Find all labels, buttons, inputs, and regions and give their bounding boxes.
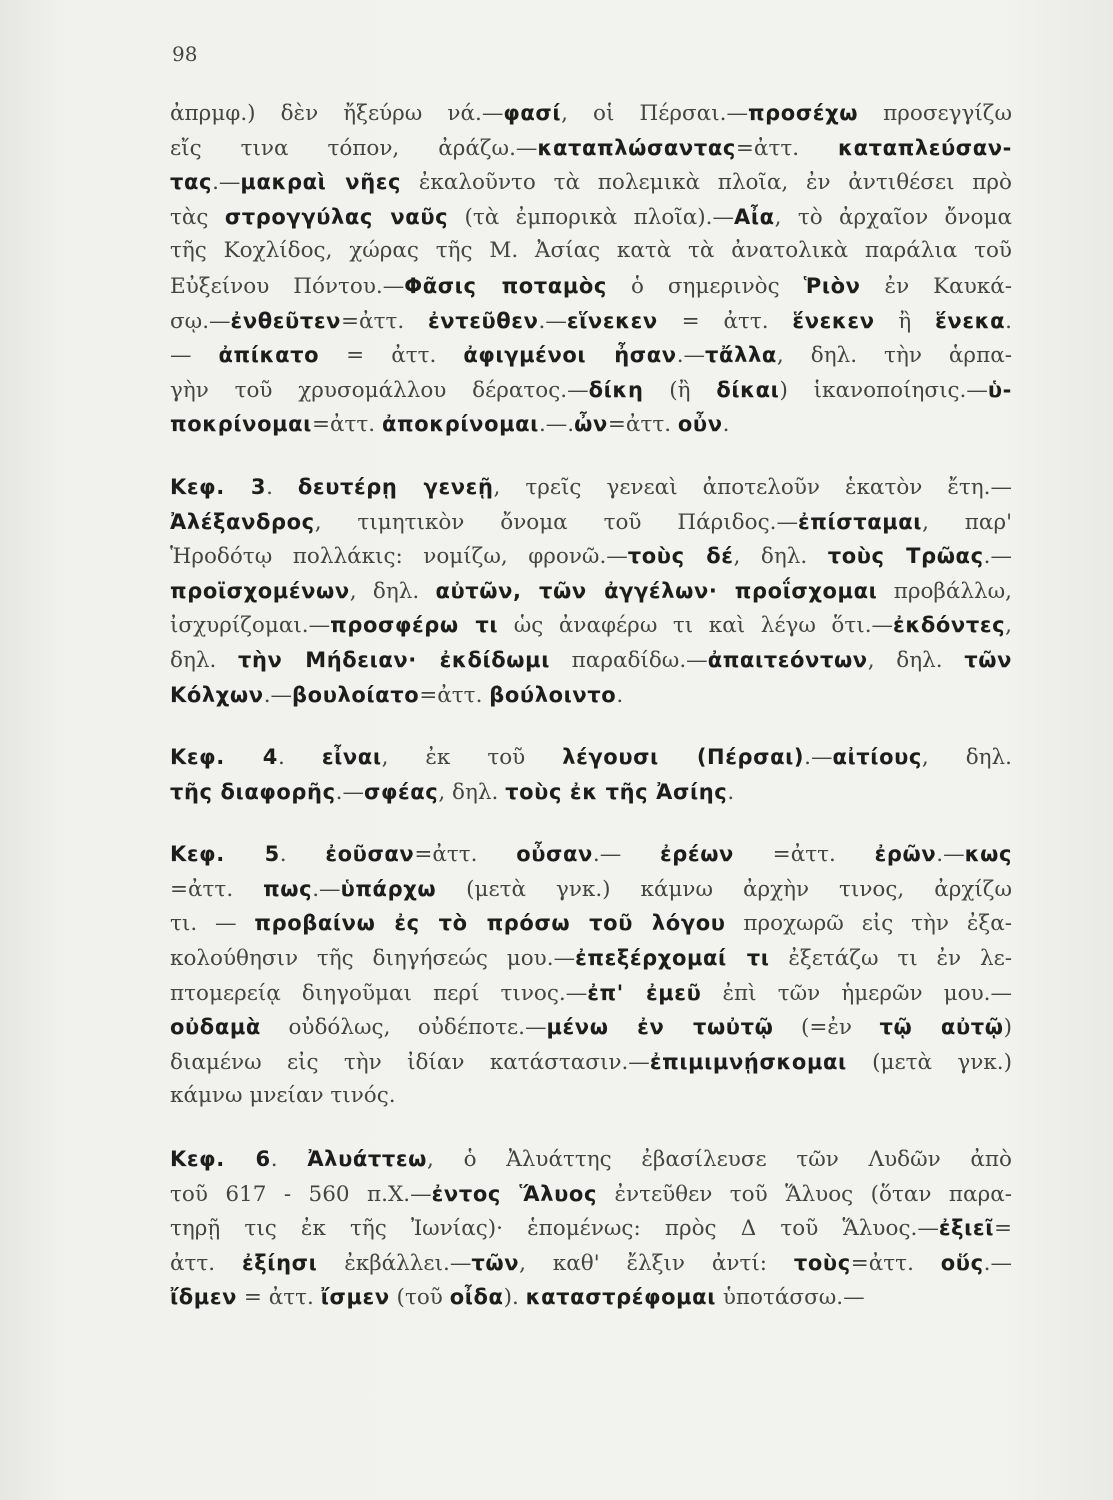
gloss-text: οὐδόλως, οὐδέποτε.— [260, 1015, 547, 1041]
bold-term: καταστρέφομαι [525, 1285, 716, 1310]
bold-term: ἀπίκατο [218, 343, 320, 368]
gloss-text: , δηλ. [438, 779, 506, 805]
bold-term: ποκρίνομαι [170, 412, 312, 437]
gloss-text: ἐκβάλλει.— [317, 1250, 472, 1276]
bold-term: τῆς διαφορῆς [170, 779, 336, 804]
gloss-text: .— [538, 308, 567, 334]
bold-term: ἐντεῦθεν [428, 308, 539, 333]
gloss-text: ἐντεῦθεν τοῦ Ἅλυος (ὅταν παρα- [597, 1181, 1012, 1207]
text-line [170, 678, 1012, 713]
gloss-text: =ἀττ. [419, 682, 490, 708]
bold-term: προϊσχομένων [170, 578, 350, 603]
gloss-text: = [993, 1216, 1012, 1242]
gloss-text: .— [983, 544, 1012, 570]
gloss-text: .— [592, 842, 660, 868]
bold-term: πως [263, 876, 313, 901]
bold-term: τας [170, 170, 213, 195]
bold-term: ἐρέων [659, 842, 734, 867]
page-number: 98 [172, 42, 198, 66]
gloss-text: ἀπρμφ.) δὲν ἤξεύρω νά.— [170, 101, 504, 126]
bold-term: ἕνεκα [935, 308, 1006, 333]
bold-term: αὐτῶν, τῶν ἀγγέλων· προΐσχομαι [435, 578, 878, 603]
text-line [170, 837, 1012, 872]
bold-term: ἴσμεν [320, 1285, 390, 1310]
gloss-text: — [170, 343, 219, 369]
bold-term: Κεφ. 6 [170, 1147, 271, 1172]
gloss-text: .—. [538, 412, 575, 438]
gloss-text: =ἀττ. [311, 412, 382, 438]
gloss-text: .— [335, 779, 364, 805]
bold-term: οὐδαμὰ [170, 1015, 261, 1040]
bold-term: ὑ- [987, 377, 1012, 402]
gloss-text: .— [212, 170, 241, 196]
text-line [170, 608, 1012, 643]
bold-term: ἀπαιτεόντων [707, 647, 868, 672]
gloss-text: τηρῇ τις ἐκ τῆς Ἰωνίας)· ἑπομένως: πρὸς Δ τοῦ Ἅλυος.— [170, 1216, 939, 1242]
gloss-text: . [266, 474, 298, 500]
bold-term: ἕνεκεν [792, 308, 875, 333]
gloss-text: . [278, 745, 322, 771]
text-line [170, 539, 1012, 574]
bold-term: Ἀλυάττεω [307, 1147, 428, 1172]
gloss-text: , δηλ. [867, 647, 965, 673]
gloss-text: =ἀττ. [414, 842, 517, 868]
text-line [170, 1010, 1012, 1045]
text-line [170, 1045, 1012, 1080]
bold-term: ἴδμεν [170, 1285, 238, 1310]
gloss-text: , δηλ. [921, 745, 1012, 771]
bold-term: ἐντος Ἅλυος [431, 1181, 598, 1206]
bold-term: ἐξίησι [242, 1250, 318, 1275]
gloss-text: , καθ' ἔλξιν ἀντί: [519, 1250, 794, 1276]
gloss-text: τῆς Κοχλίδος, χώρας τῆς Μ. Ἀσίας κατὰ τὰ ἀνατολικὰ παράλια τοῦ [170, 238, 1012, 264]
gloss-text: , ἐκ τοῦ [381, 745, 563, 771]
bold-term: αἰτίους [832, 745, 922, 770]
bold-term: ἐπεξέρχομαί τι [575, 946, 770, 971]
text-line [170, 338, 1012, 373]
gloss-text: (τὰ ἐμπορικὰ πλοῖα).— [448, 204, 734, 230]
gloss-text: (=ἐν [773, 1015, 880, 1041]
gloss-text: ἐκαλοῦντο τὰ πολεμικὰ πλοῖα, ἐν ἀντιθέσει πρὸ [401, 170, 1012, 196]
bold-term: Ἀλέξανδρος [170, 509, 315, 534]
gloss-text: δηλ. [170, 647, 238, 673]
gloss-text: = ἀττ. [319, 343, 464, 369]
gloss-text: (μετὰ γνκ.) κάμνω ἀρχὴν τινος, ἀρχίζω [436, 876, 1012, 902]
text-line [170, 373, 1012, 408]
gloss-text: τι. — [170, 911, 255, 937]
gloss-text: ) [1003, 1015, 1012, 1041]
gloss-text: ἢ [874, 308, 936, 334]
commentary-text [170, 96, 1012, 1315]
bold-term: ἐξιεῖ [938, 1216, 994, 1241]
gloss-text: , δηλ. [349, 578, 436, 604]
text-line [170, 505, 1012, 540]
text-line [170, 775, 1012, 810]
bold-term: τοὺς δέ [627, 544, 734, 569]
gloss-text: παραδίδω.— [549, 647, 708, 673]
bold-term: τῶν [471, 1250, 520, 1275]
text-line [170, 941, 1012, 976]
text-line [170, 304, 1012, 339]
text-line [170, 1177, 1012, 1212]
gloss-text: .— [263, 682, 293, 708]
bold-term: σφέας [363, 779, 439, 804]
bold-term: Φᾶσις ποταμὸς [404, 273, 607, 298]
gloss-text: κολούθησιν τῆς διηγήσεώς μου.— [170, 946, 576, 972]
gloss-text: , ὁ Ἀλυάττης ἐβασίλευσε τῶν Λυδῶν ἀπὸ [427, 1147, 1012, 1173]
bold-term: Κεφ. 3 [170, 474, 267, 499]
gloss-text: =ἀττ. [607, 412, 678, 438]
gloss-text: , τὸ ἀρχαῖον ὄνομα [774, 204, 1012, 230]
bold-term: Κεφ. 5 [170, 842, 280, 867]
bold-term: ἐπίσταμαι [797, 509, 923, 534]
bold-term: τοὺς [793, 1250, 851, 1275]
text-line [170, 740, 1012, 775]
gloss-text: = ἀττ. [237, 1285, 321, 1311]
gloss-text: τοῦ 617 - 560 π.Χ.— [170, 1181, 432, 1207]
text-line [170, 269, 1012, 304]
gloss-text: προσεγγίζω [858, 101, 1012, 126]
bold-term: εἵνεκεν [566, 308, 658, 333]
bold-term: μένω ἐν τωὐτῷ [546, 1015, 774, 1040]
gloss-text: τὰς [170, 204, 225, 230]
bold-term: τὴν Μήδειαν· ἐκδίδωμι [237, 647, 550, 672]
gloss-text: ἐπὶ τῶν ἡμερῶν μου.— [701, 980, 1012, 1006]
text-line [170, 234, 1012, 269]
gloss-text: , οἱ Πέρσαι.— [561, 101, 748, 126]
text-line [170, 1280, 1012, 1315]
gloss-text: ὑποτάσσω.— [716, 1285, 865, 1311]
text-line [170, 165, 1012, 200]
gloss-text: προβάλλω, [877, 578, 1012, 604]
bold-term: τοὺς Τρῶας [827, 544, 984, 569]
bold-term: Κεφ. 4 [170, 745, 279, 770]
bold-term: ἐοῦσαν [325, 842, 415, 867]
gloss-text: . [279, 842, 326, 868]
bold-term: ἐπιμιμνῄσκομαι [649, 1049, 847, 1074]
gloss-text: =ἀττ. [733, 842, 875, 868]
bold-term: προβαίνω ἐς τὸ πρόσω τοῦ λόγου [254, 911, 726, 936]
gloss-text: ). [503, 1285, 526, 1311]
bold-term: Ῥιὸν [803, 273, 861, 298]
gloss-text: =ἀττ. [341, 308, 429, 334]
text-line [170, 1211, 1012, 1246]
bold-term: τοὺς ἐκ τῆς Ἀσίης [505, 779, 728, 804]
bold-term: προσέχω [747, 101, 859, 125]
text-line [170, 1079, 1012, 1114]
bold-term: λέγουσι (Πέρσαι) [562, 745, 805, 770]
commentary-section [170, 470, 1012, 712]
gloss-text: (ἢ [643, 377, 717, 403]
text-line [170, 407, 1012, 442]
commentary-section [170, 96, 1012, 442]
bold-term: δίκαι [716, 377, 780, 402]
gloss-text: .— [312, 876, 341, 902]
gloss-text: γὴν τοῦ χρυσομάλλου δέρατος.— [170, 377, 589, 403]
text-line [170, 643, 1012, 678]
text-line [170, 470, 1012, 505]
bold-term: καταπλώσαντας [537, 135, 736, 160]
bold-term: μακραὶ νῆες [240, 170, 402, 195]
gloss-text: ἰσχυρίζομαι.— [170, 613, 331, 639]
gloss-text: Ἡροδότῳ πολλάκις: νομίζω, φρονῶ.— [170, 544, 628, 570]
bold-term: προσφέρω τι [330, 613, 499, 638]
bold-term: ἀποκρίνομαι [381, 412, 539, 437]
text-line [170, 1246, 1012, 1281]
bold-term: Κόλχων [170, 682, 264, 707]
bold-term: Αἶα [734, 204, 775, 229]
bold-term: ὑπάρχω [340, 876, 437, 901]
gloss-text: , παρ' [922, 509, 1012, 535]
text-line [170, 96, 1012, 131]
bold-term: ἐπ' ἐμεῦ [587, 980, 702, 1005]
gloss-text: ἀττ. [170, 1250, 243, 1276]
gloss-text: = ἀττ. [657, 308, 793, 334]
bold-term: καταπλεύσαν- [838, 135, 1012, 160]
commentary-section [170, 740, 1012, 809]
gloss-text: . [727, 779, 735, 805]
bold-term: ἐνθεῦτεν [230, 308, 342, 333]
gloss-text: , τρεῖς γενεαὶ ἀποτελοῦν ἑκατὸν ἔτη.— [493, 474, 1012, 500]
gloss-text: . [722, 412, 730, 438]
bold-term: δίκη [588, 377, 644, 402]
gloss-text: κάμνω μνείαν τινός. [170, 1083, 396, 1109]
bold-term: οἶδα [449, 1285, 504, 1310]
bold-term: οὕς [940, 1250, 984, 1275]
bold-term: ἀφιγμένοι ἦσαν [463, 343, 677, 368]
bold-term: δευτέρῃ γενεῇ [297, 474, 494, 499]
bold-term: οὖσαν [516, 842, 593, 867]
gloss-text: =ἀττ. [850, 1250, 941, 1276]
bold-term: ἐκδόντες [893, 613, 1006, 638]
gloss-text: . [270, 1147, 308, 1173]
gloss-text: =ἀττ. [735, 135, 839, 161]
gloss-text: ὡς ἀναφέρω τι καὶ λέγω ὅτι.— [498, 613, 894, 639]
bold-term: φασί [503, 101, 562, 125]
text-line [170, 1142, 1012, 1177]
text-line [170, 131, 1012, 166]
bold-term: εἶναι [321, 745, 382, 770]
bold-term: τἄλλα [705, 343, 777, 368]
gloss-text: διαμένω εἰς τὴν ἰδίαν κατάστασιν.— [170, 1049, 650, 1075]
gloss-text: ἐξετάζω τι ἐν λε- [769, 946, 1012, 972]
commentary-section [170, 1142, 1012, 1315]
gloss-text: εἴς τινα τόπον, ἀράζω.— [170, 135, 538, 161]
bold-term: βούλοιντο [489, 682, 617, 707]
gloss-text: ὁ σημερινὸς [606, 273, 804, 299]
gloss-text: Εὐξείνου Πόντου.— [170, 273, 405, 299]
bold-term: βουλοίατο [292, 682, 420, 707]
text-line [170, 906, 1012, 941]
gloss-text: , δηλ. [733, 544, 828, 570]
bold-term: ἐρῶν [874, 842, 937, 867]
text-line [170, 574, 1012, 609]
gloss-text: , δηλ. τὴν ἁρπα- [776, 343, 1012, 369]
bold-term: ὦν [574, 412, 608, 437]
bold-term: κως [964, 842, 1012, 867]
gloss-text: πτομερείᾳ διηγοῦμαι περί τινος.— [170, 980, 588, 1006]
bold-term: στρογγύλας ναῦς [224, 204, 449, 229]
gloss-text: .— [936, 842, 965, 868]
gloss-text: , τιμητικὸν ὄνομα τοῦ Πάριδος.— [314, 509, 798, 535]
text-line [170, 872, 1012, 907]
gloss-text: . [616, 682, 624, 708]
gloss-text: (τοῦ [389, 1285, 450, 1311]
bold-term: τῷ αὐτῷ [879, 1015, 1004, 1040]
bold-term: τῶν [964, 647, 1012, 672]
text-line [170, 976, 1012, 1011]
gloss-text: ἐν Καυκά- [860, 273, 1012, 299]
commentary-section [170, 837, 1012, 1114]
gloss-text: . [1005, 308, 1012, 334]
gloss-text: =ἀττ. [170, 876, 264, 902]
text-line [170, 200, 1012, 235]
gloss-text: .— [804, 745, 833, 771]
gloss-text: προχωρῶ εἰς τὴν ἐξα- [725, 911, 1012, 937]
gloss-text: ) ἱκανοποίησις.— [779, 377, 988, 403]
gloss-text: .— [676, 343, 706, 369]
gloss-text: (μετὰ γνκ.) [846, 1049, 1012, 1075]
gloss-text: .— [983, 1250, 1012, 1276]
gloss-text: σῳ.— [170, 308, 231, 334]
bold-term: οὖν [677, 412, 723, 437]
gloss-text: , [1005, 613, 1012, 639]
